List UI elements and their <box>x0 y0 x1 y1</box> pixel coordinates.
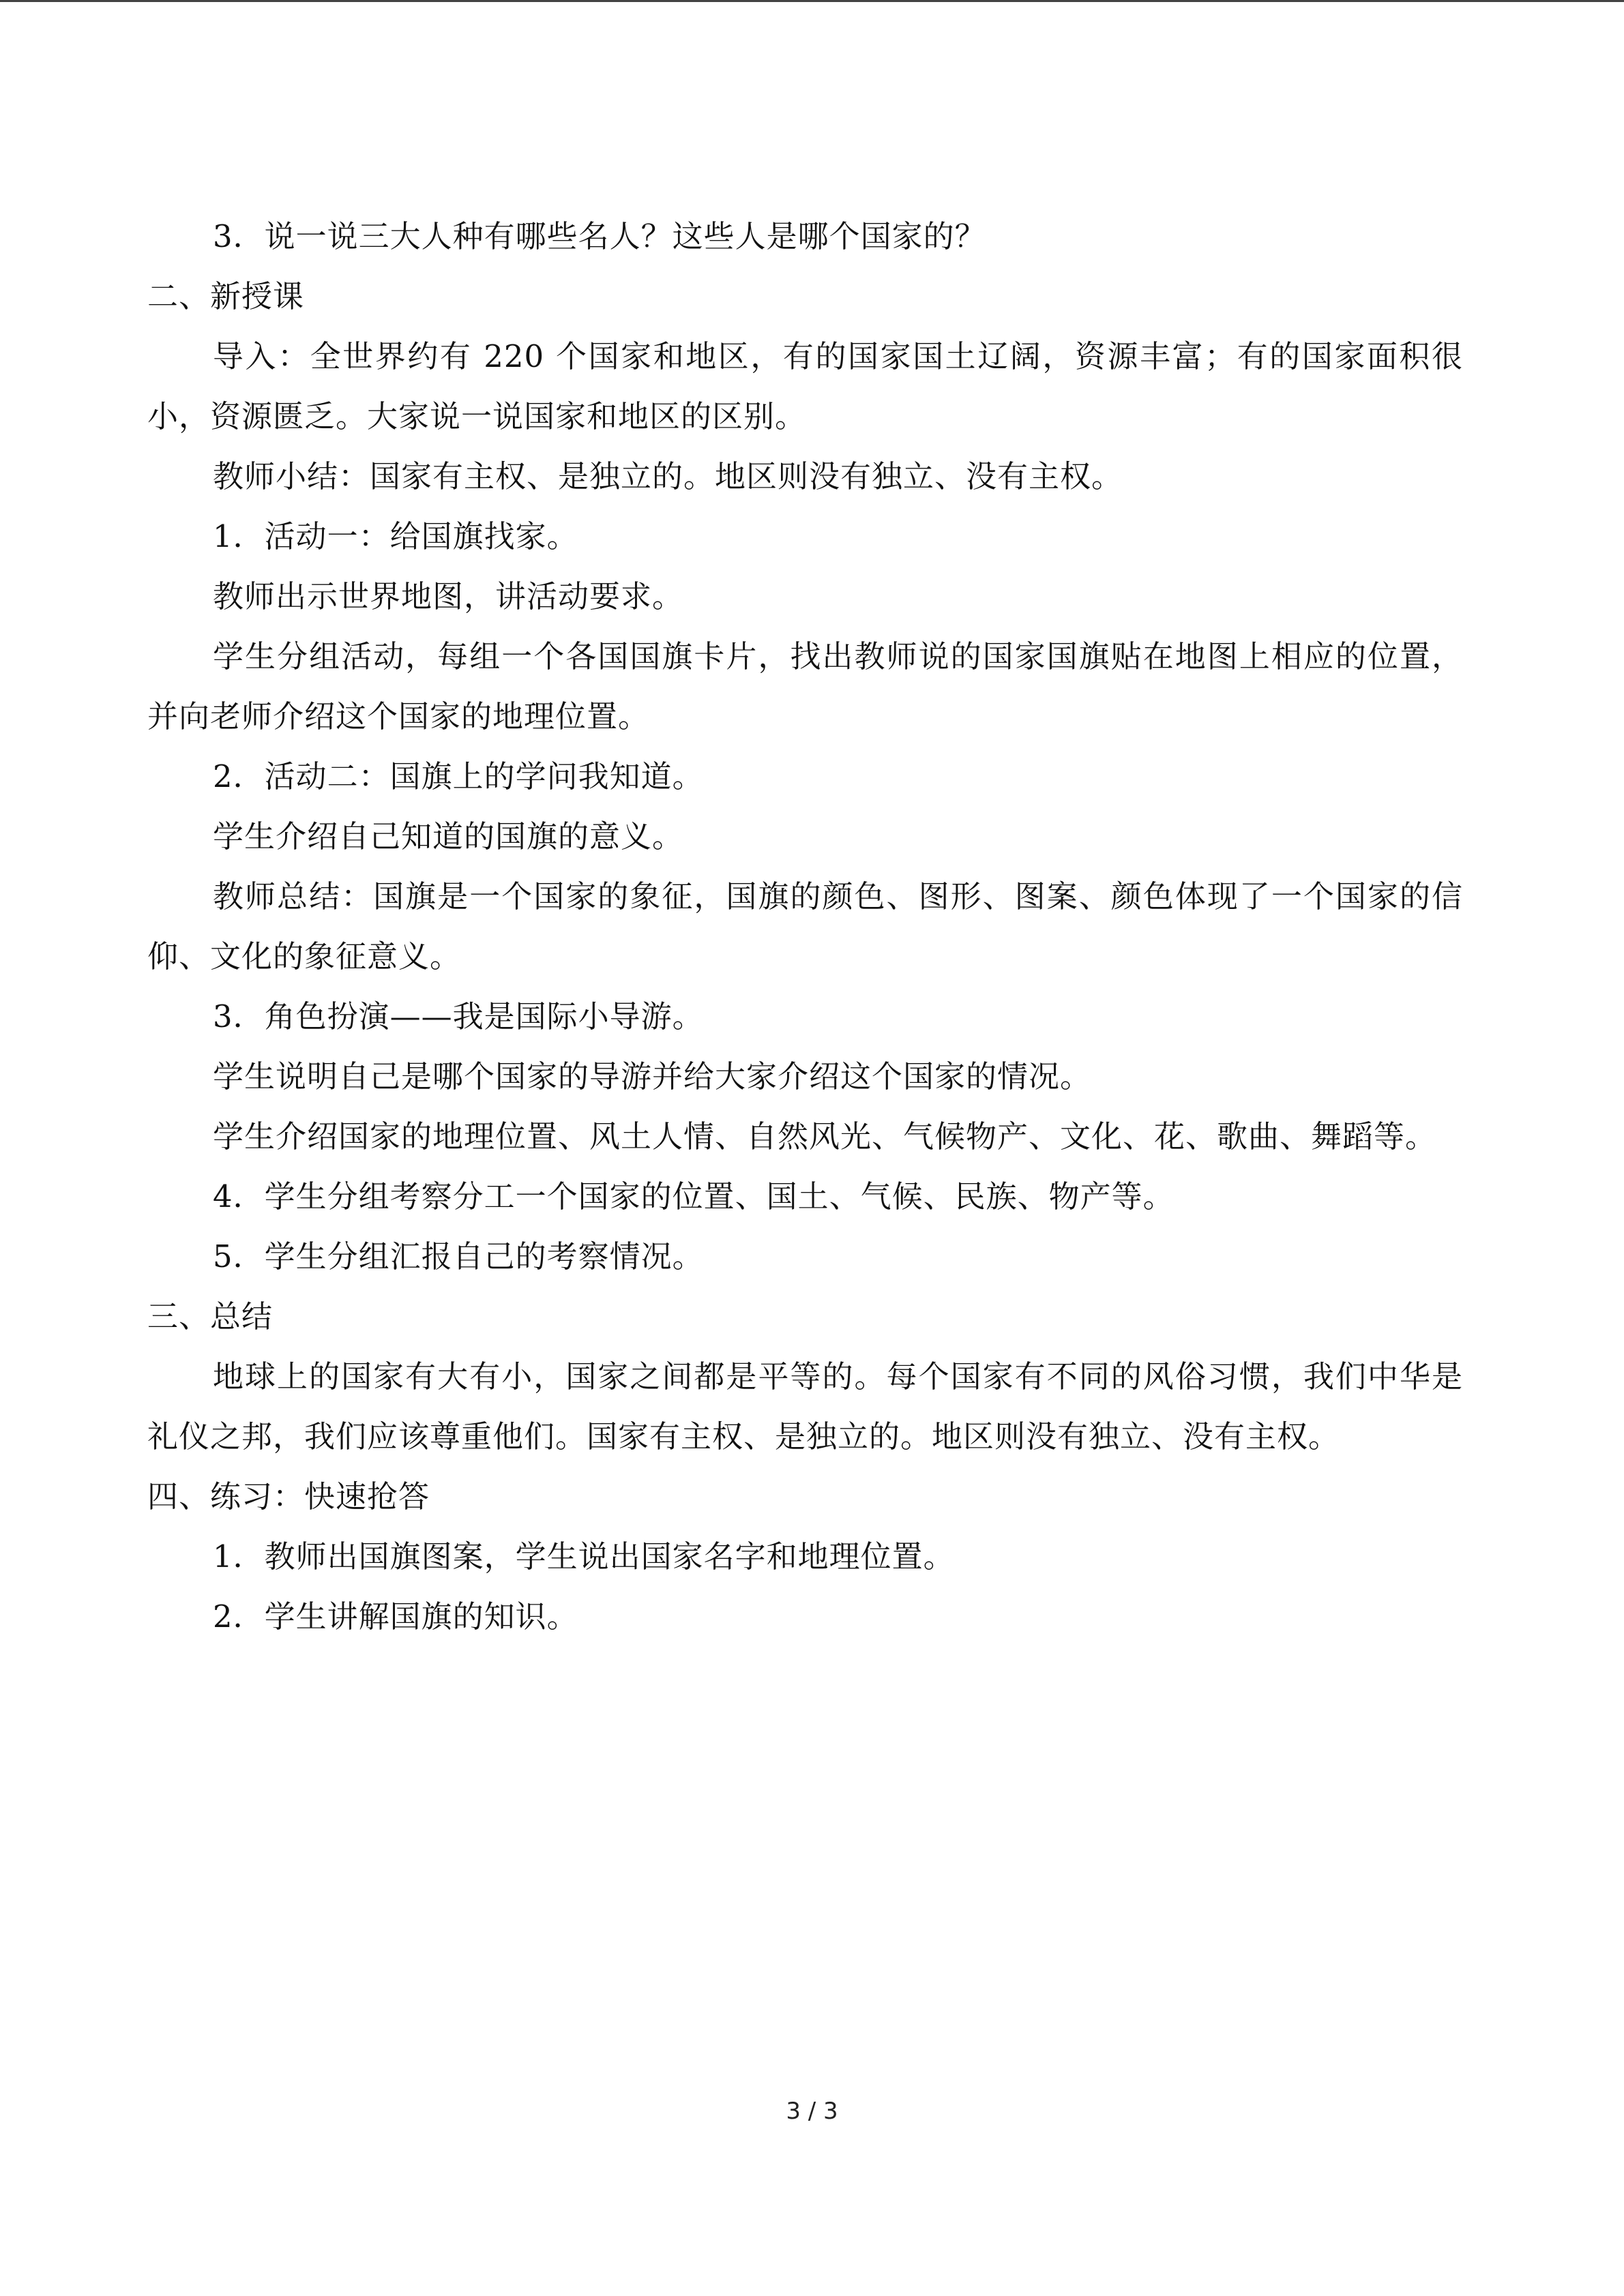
paragraph-group-survey: 4．学生分组考察分工一个国家的位置、国土、气候、民族、物产等。 <box>213 1178 1175 1214</box>
paragraph-group-activity: 学生分组活动，每组一个各国国旗卡片，找出教师说的国家国旗贴在地图上相应的位置，并向老师介绍这个国家的地理位置。 <box>147 638 1463 734</box>
page-number: 3 / 3 <box>786 2098 838 2125</box>
paragraph-teacher-conclusion: 教师总结：国旗是一个国家的象征，国旗的颜色、图形、图案、颜色体现了一个国家的信仰、文化的象征意义。 <box>147 878 1463 974</box>
paragraph-tour-guide: 学生说明自己是哪个国家的导游并给大家介绍这个国家的情况。 <box>213 1058 1092 1094</box>
paragraph-teacher-summary: 教师小结：国家有主权、是独立的。地区则没有独立、没有主权。 <box>213 458 1123 494</box>
paragraph-activity-2: 2．活动二：国旗上的学问我知道。 <box>213 758 704 794</box>
section-heading-new-lesson: 二、新授课 <box>147 278 305 314</box>
paragraph-flag-meaning: 学生介绍自己知道的国旗的意义。 <box>213 818 684 854</box>
section-heading-summary: 三、总结 <box>147 1298 274 1335</box>
paragraph-country-intro: 学生介绍国家的地理位置、风土人情、自然风光、气候物产、文化、花、歌曲、舞蹈等。 <box>213 1118 1437 1154</box>
paragraph-practice-1: 1．教师出国旗图案，学生说出国家名字和地理位置。 <box>213 1538 955 1575</box>
document-body <box>147 207 1463 1647</box>
paragraph-question-3: 3．说一说三大人种有哪些名人？这些人是哪个国家的？ <box>213 218 986 254</box>
paragraph-activity-1: 1．活动一：给国旗找家。 <box>213 518 578 554</box>
section-heading-practice: 四、练习：快速抢答 <box>147 1478 430 1515</box>
paragraph-introduction: 导入：全世界约有 220 个国家和地区，有的国家国土辽阔，资源丰富；有的国家面积很小，资源匮乏。大家说一说国家和地区的区别。 <box>147 338 1463 434</box>
paragraph-show-map: 教师出示世界地图，讲活动要求。 <box>213 578 684 614</box>
paragraph-role-play: 3．角色扮演——我是国际小导游。 <box>213 998 704 1034</box>
paragraph-summary-text: 地球上的国家有大有小，国家之间都是平等的。每个国家有不同的风俗习惯，我们中华是礼仪之邦，我们应该尊重他们。国家有主权、是独立的。地区则没有独立、没有主权。 <box>147 1358 1463 1455</box>
paragraph-practice-2: 2．学生讲解国旗的知识。 <box>213 1598 578 1635</box>
paragraph-group-report: 5．学生分组汇报自己的考察情况。 <box>213 1238 704 1274</box>
